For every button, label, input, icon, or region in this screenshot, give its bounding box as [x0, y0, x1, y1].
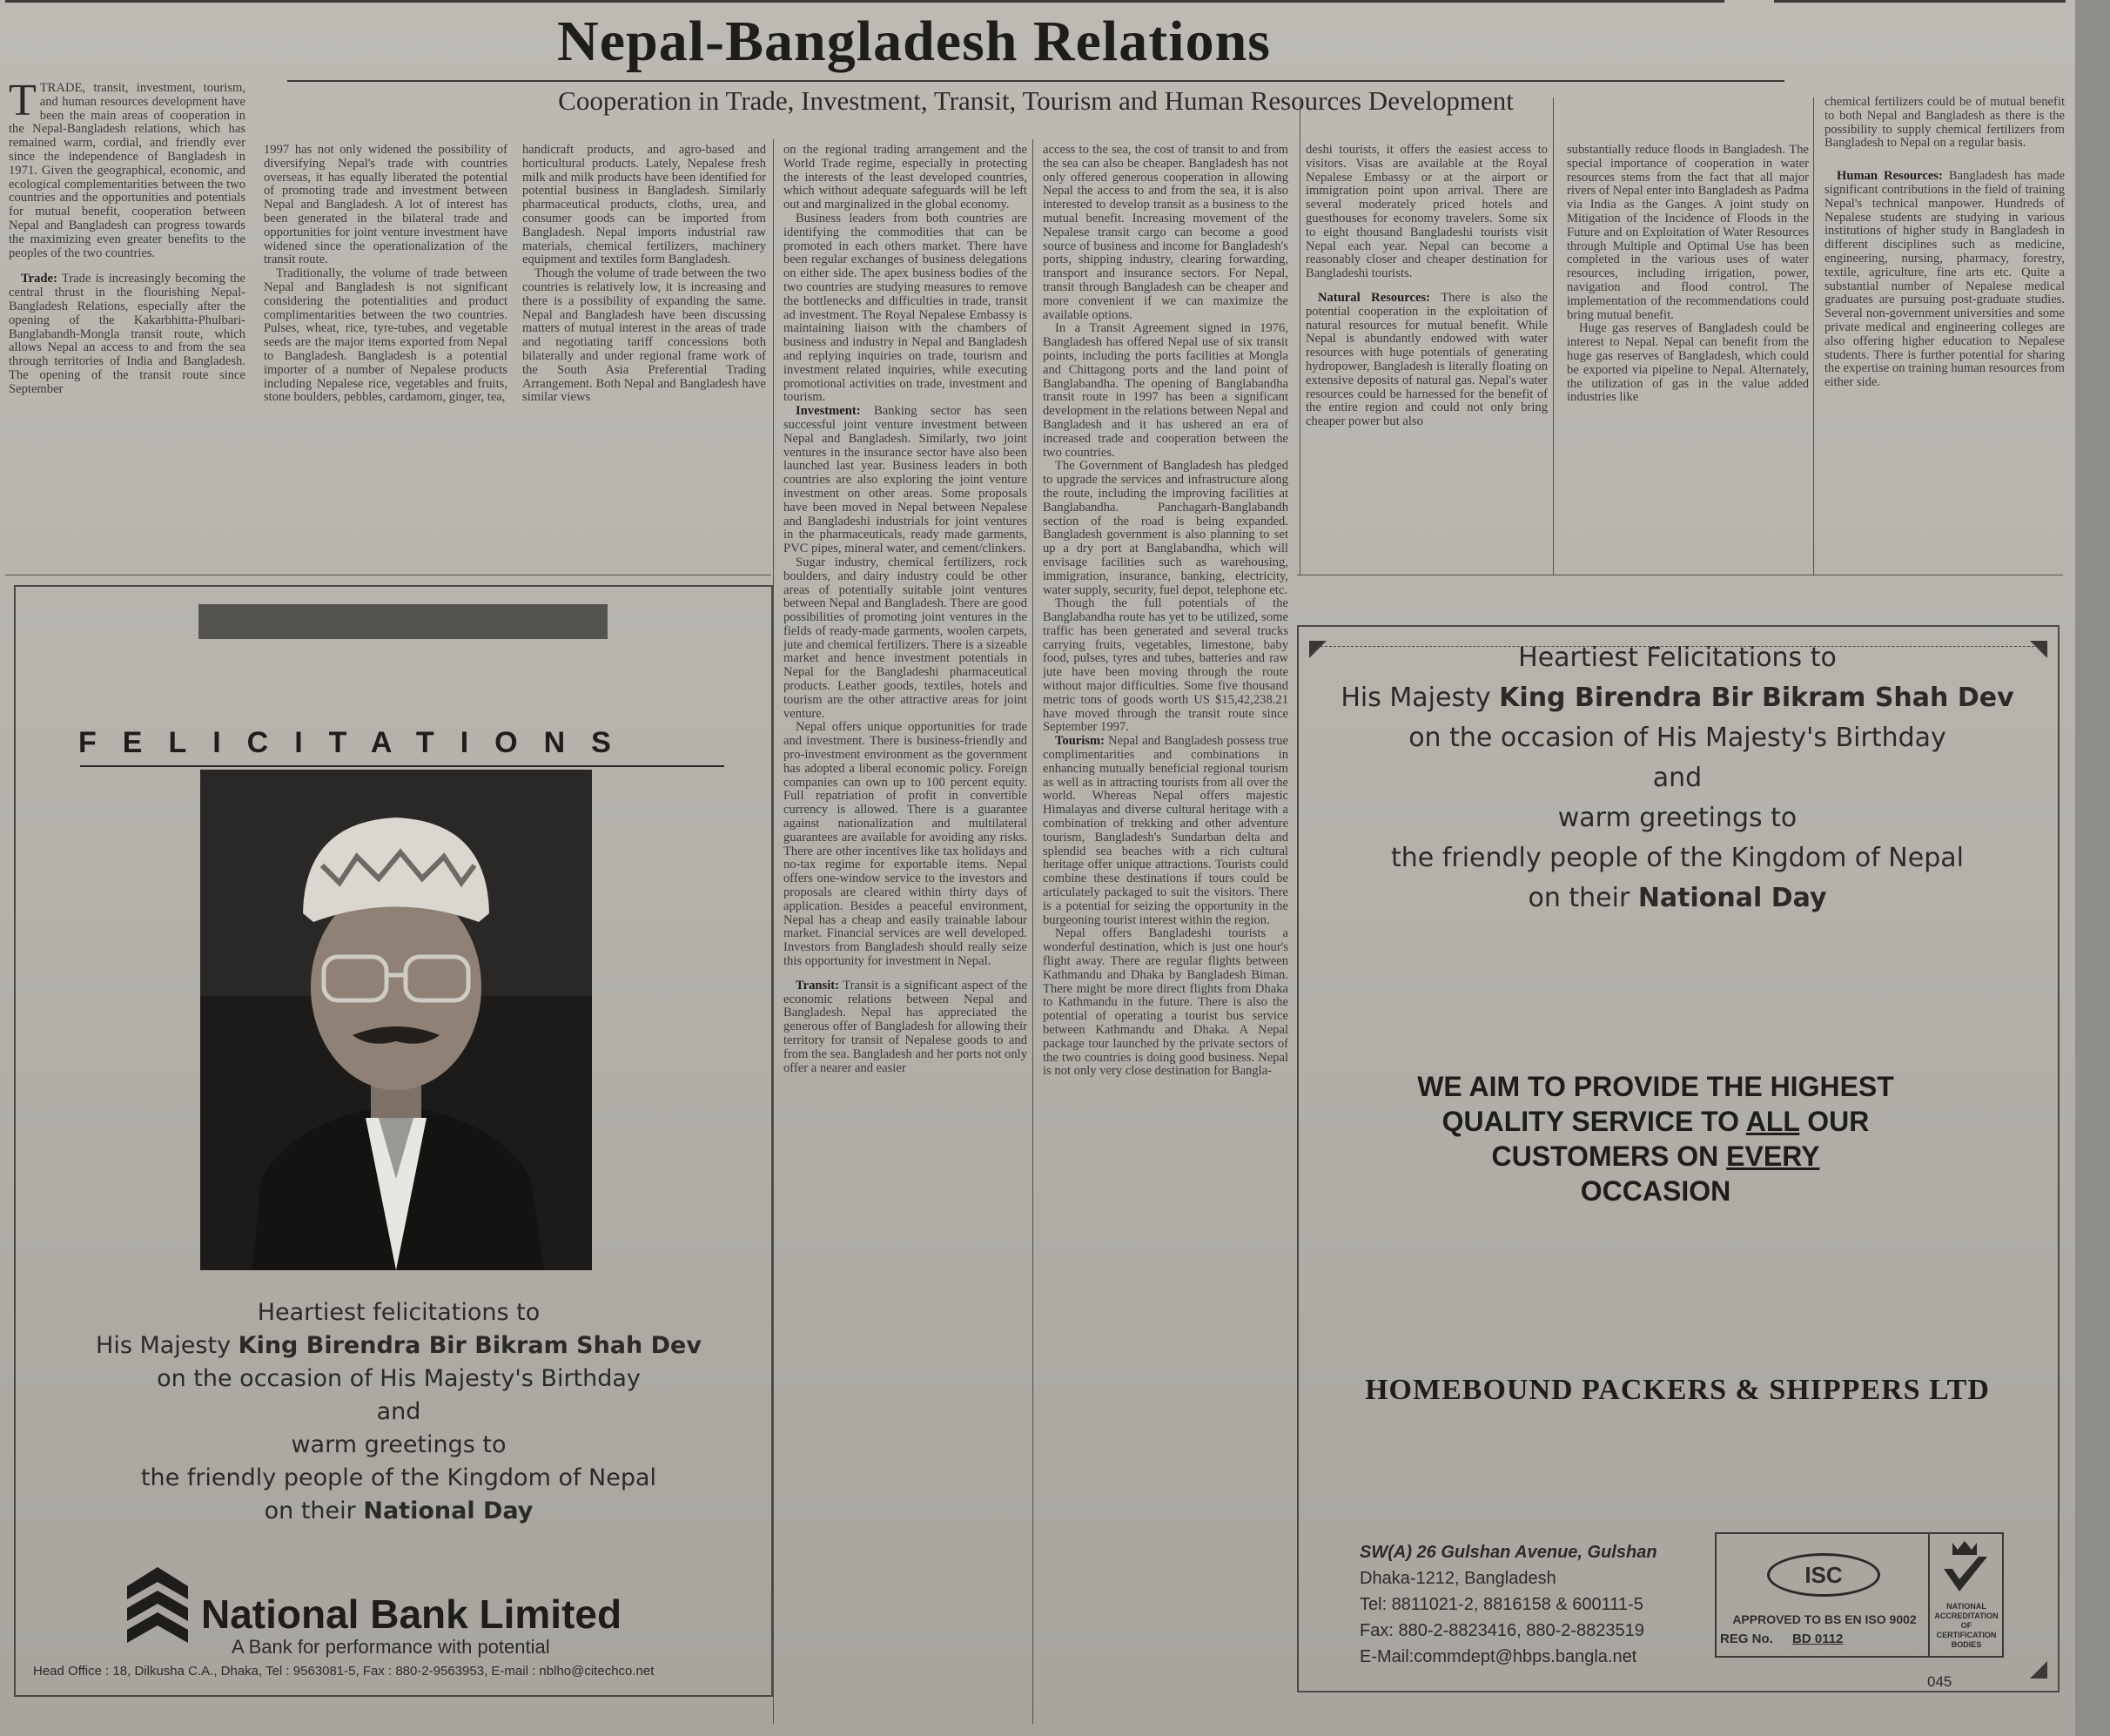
registration-number	[1720, 1632, 1929, 1646]
paragraph: Huge gas reserves of Bangladesh could be interest to Nepal. Nepal can benefit from the huge gas reserves of Bangladesh, which could be exported via pipeline to Nepal. Alternately, the utilization of gas in the value added industries like	[1567, 321, 1809, 405]
column-rule	[1553, 98, 1554, 575]
national-bank-advertisement	[14, 585, 773, 1697]
ad-line	[1316, 683, 2039, 713]
slogan-emphasis: ALL	[1745, 1106, 1800, 1137]
corner-mark-icon	[2028, 1659, 2049, 1680]
ad-line: and	[376, 1398, 421, 1425]
paragraph: Bangladesh has made significant contributions in the field of training Nepal's technical manpower. Hundreds of Nepalese students are studying in various institutions of higher study in Bangladesh in different disciplines such as medicine, engineering, nursing, pharmacy, forestry, textile, agriculture, fine arts etc. Quite a substantial number of Nepalese medical graduates are pursuing post-graduate studies. Several non-government universities and some private medical and engineering colleges are also offering higher education to Nepalese students. There is further potential for sharing the expertise on training human resources from either side.	[1824, 169, 2065, 390]
ad-line: warm greetings to	[291, 1431, 507, 1458]
bank-tagline: A Bank for performance with potential	[232, 1636, 550, 1658]
article-column-7	[1567, 144, 1809, 573]
ad-line: the friendly people of the Kingdom of Nepal	[1391, 843, 1964, 873]
ad-line	[1316, 883, 2039, 913]
ad-line: Heartiest Felicitations to	[1518, 643, 1837, 673]
paragraph: There is also the potential cooperation in the exploitation of natural resources for mutual benefit. While Nepal is abundantly endowed with water resources with huge potentials of generating hydropower, Bangladesh is literally floating on extensive deposits of natural gas. Nepal's water resources could be harnessed for the benefit of the entire region and could not only bring cheaper power but also	[1306, 290, 1548, 429]
ad-line-prefix: on their	[1528, 883, 1638, 913]
page-edge	[2075, 0, 2110, 1736]
reg-label: REG No.	[1720, 1632, 1773, 1646]
bank-name: National Bank Limited	[201, 1591, 622, 1637]
article-column-4	[783, 144, 1027, 1724]
iso-approval-text: APPROVED TO BS EN ISO 9002	[1732, 1612, 1917, 1626]
paragraph: Business leaders from both countries are identifying the commodities that can be promoted in each others market. There have been regular exchanges of business delegations on either side. The apex business bodies of the two countries are studying measures to remove the bottlenecks and difficulties in trade, transit ad investment. The Royal Nepalese Embassy is maintaining liaison with the chambers of business and industry in Nepal and Bangladesh and replying inquiries on trade, tourism and investment related inquiries, while executing promotional activities on trade, investment and tourism.	[783, 211, 1027, 405]
company-name: HOMEBOUND PACKERS & SHIPPERS LTD	[1365, 1374, 1990, 1406]
company-email: E-Mail:commdept@hbps.bangla.net	[1360, 1647, 1637, 1666]
king-name: King Birendra Bir Bikram Shah Dev	[238, 1332, 702, 1359]
paragraph: Nepal offers Bangladeshi tourists a wonderful destination, which is just one hour's flight away. There are regular flights between Kathmandu and Dhaka by Bangladesh Biman. There might be more direct flights from Dhaka to Kathmandu in the future. There is also the potential of operating a tourist bus service between Kathmandu and Dhaka. A Nepal package tour launched by the private sectors of the two countries is doing good business. Nepal is not only very close destination for Bangla-	[1043, 926, 1288, 1079]
bank-logo-icon	[118, 1560, 197, 1652]
ad-line: warm greetings to	[1557, 803, 1798, 833]
article-column-2	[264, 144, 507, 573]
article-column-5	[1043, 144, 1288, 1724]
article-column-8	[1824, 96, 2065, 573]
article-column-3	[522, 144, 766, 573]
paragraph: handicraft products, and agro-based and horticultural products. Lately, Nepalese fresh milk and milk products have been identified for potential business in Bangladesh. Similarly pharmaceutical products, cloths, urea, and consumer goods can be imported from Bangladesh. Nepal imports industrial raw materials, chemical fertilizers, machinery equipment and textiles form Bangladesh.	[522, 144, 766, 267]
top-rule-right	[1774, 0, 2066, 8]
paragraph: access to the sea, the cost of transit to and from the sea can also be cheaper. Bangladesh has not only offered generous cooperation in allowing Nepal the access to and from the sea, it is also interested to develop transit as a business to the mutual benefit. Increasing movement of the Nepalese transit cargo can become a good source of business and income for Bangladesh's ports, shipping industry, clearing forwarding, transport and insurance sectors. For Nepal, transit through Bangladesh can be cheaper and more convenient if we can maximize the available options.	[1043, 144, 1288, 322]
company-city: Dhaka-1212, Bangladesh	[1360, 1569, 1556, 1588]
portrait-illustration	[200, 770, 592, 1270]
ad-line	[68, 1497, 729, 1524]
ad-line-prefix: His Majesty	[96, 1332, 239, 1359]
ad-line	[68, 1332, 729, 1359]
drop-cap: T	[9, 82, 37, 125]
investment-heading: Investment:	[796, 404, 861, 419]
paragraph: Nepal offers unique opportunities for trade and investment. There is business-friendly and pro-investment environment as the government has adopted a liberal economic policy. Foreign companies can own up to 100 percent equity. Full repatriation of profit in convertible currency is allowed. There is a guarantee against nationalization and multilateral guarantees are available for avoiding any risks. There are other incentives like tax holidays and no-tax regime for exportable items. Nepal offers one-window service to the investors and proposals are cleared within thirty days of application. Besides a peaceful environment, Nepal has a cheap and easily trainable labour market. Financial services are well developed. Investors from Bangladesh should really seize this opportunity for investment in Nepal.	[783, 720, 1027, 969]
paragraph: substantially reduce floods in Bangladesh. The special importance of cooperation in water resources stems from the fact that all major rivers of Nepal enter into Bangladesh as Padma via India as the Ganges. A joint study on Mitigation of the Incidence of Floods in the Future and on Exploitation of Water Resources through Multiple and Optimal Use has been completed in the various uses of water resources, including irrigation, power, navigation and flood control. The implementation of the recommendations could bring mutual benefit.	[1567, 144, 1809, 322]
paragraph: deshi tourists, it offers the easiest access to visitors. Visas are available at the Royal Nepalese Embassy or at the airport or immigration point upon arrival. There are several moderately priced hotels and guesthouses for economy travelers. Some six to eight thousand Bangladeshi tourists visit Nepal each year. Nepal can become a reasonably closer and cheaper destination for Bangladeshi tourists.	[1306, 144, 1548, 281]
homebound-advertisement	[1297, 625, 2060, 1692]
ad-line: on the occasion of His Majesty's Birthday	[157, 1365, 641, 1392]
article-column-1	[9, 82, 245, 573]
company-fax: Fax: 880-2-8823416, 880-2-8823519	[1360, 1621, 1644, 1640]
top-rule	[5, 0, 1724, 8]
paragraph: on the regional trading arrangement and the World Trade regime, especially in protecting the interests of the least developed countries, which without adequate safeguards will be left out and marginalized in the global economy.	[783, 144, 1027, 212]
service-slogan	[1377, 1069, 1934, 1208]
trade-heading: Trade:	[21, 272, 57, 286]
ad-number: 045	[1927, 1673, 1952, 1690]
page-subtitle: Cooperation in Trade, Investment, Transit, Tourism and Human Resources Development	[558, 85, 1514, 116]
title-rule	[287, 80, 1784, 82]
slogan-part: OUR	[1799, 1106, 1870, 1137]
slogan-line: WE AIM TO PROVIDE THE HIGHEST	[1417, 1071, 1894, 1102]
reg-value: BD 0112	[1792, 1632, 1844, 1646]
paragraph: In a Transit Agreement signed in 1976, Bangladesh has offered Nepal use of six transit points, including the ports facilities at Mongla and Chittagong ports and the land point of Banglabandha. The opening of Banglabandha transit route in 1997 has been a significant development in the relations between Nepal and Bangladesh and it has ushered an era of increased trade and cooperation between the two countries.	[1043, 321, 1288, 460]
paragraph: Sugar industry, chemical fertilizers, rock boulders, and dairy industry could be other areas of potentially suitable joint ventures between Nepal and Bangladesh. There are good possibilities of promoting joint ventures in the fields of ready-made garments, woolen carpets, jute and chemical fertilizers. There is a sizeable market and hence investment potentials in Nepal for the Bangladeshi pharmaceutical products. Leather goods, textiles, hotels and tourism are the other attractive areas for joint venture.	[783, 555, 1027, 721]
slogan-line	[1377, 1104, 1934, 1139]
felicitations-heading: FELICITATIONS	[78, 726, 637, 759]
ad-line: and	[1652, 763, 1703, 793]
slogan-part: CUSTOMERS ON	[1491, 1141, 1727, 1172]
page-title: Nepal-Bangladesh Relations	[557, 10, 1271, 73]
slogan-line	[1377, 1139, 1934, 1174]
article-column-6	[1306, 144, 1548, 573]
column-rule	[773, 139, 774, 1724]
column-rule	[1813, 98, 1814, 575]
company-address: SW(A) 26 Gulshan Avenue, Gulshan	[1360, 1543, 1657, 1562]
intro-text: TRADE, transit, investment, tourism, and human resources development have been the main areas of cooperation in the Nepal-Bangladesh relations, which has remained warm, cordial, and friendly ever since the independence of Bangladesh in 1971. Given the geographical, economic, and ecological complementarities between the two countries and the opportunities and potentials for mutual benefit, cooperation between Nepal and Bangladesh can progress towards the maximizing even greater benefits to the peoples of the two countries.	[9, 82, 245, 260]
paragraph: Though the full potentials of the Banglabandha route has yet to be utilized, some traffic has been generated and several trucks carrying fruits, vegetables, limestone, baby food, pulses, tyres and tubes, batteries and raw jute have been moving through the route without major difficulties. Some five thousand metric tons of goods worth US $15,42,238.21 have moved through the transit route since September 1997.	[1043, 596, 1288, 735]
transit-heading: Transit:	[796, 978, 839, 992]
king-name: King Birendra Bir Bikram Shah Dev	[1499, 683, 2014, 713]
tourism-heading: Tourism:	[1055, 734, 1105, 749]
ad-line-prefix: on their	[264, 1497, 364, 1524]
paragraph: The Government of Bangladesh has pledged to upgrade the services and infrastructure along the route, including the improving facilities at Banglabandha. Panchagarh-Banglabandh section of the road is being expanded. Bangladesh government is also planning to set up a dry port at Banglabandha, which will envisage facilities such as warehousing, immigration, insurance, banking, electricity, water supply, security, fuel depot, telephone etc.	[1043, 459, 1288, 597]
slogan-emphasis: EVERY	[1726, 1141, 1820, 1172]
slogan-part: QUALITY SERVICE TO	[1441, 1106, 1746, 1137]
slogan-line: OCCASION	[1580, 1175, 1731, 1207]
paragraph: Nepal and Bangladesh possess true complimentarities and combinations in enhancing mutually beneficial regional tourism as well as in attracting tourists from all over the world. Whereas Nepal offers majestic Himalayas and diverse cultural heritage with a combination of trekking and other adventure tourism, Bangladesh's Sundarban delta and splendid sea beaches with a rich cultural heritage offer unique attractions. Tourists could combine these destinations if tours could be articulately packaged to suit the visitors. There is a potential for seizing the opportunity in the burgeoning tourist interest within the region.	[1043, 734, 1288, 927]
paragraph: Traditionally, the volume of trade between Nepal and Bangladesh is not significant considering the potentialities and product complimentarities between the two countries. Pulses, wheat, rice, tyre-tubes, and vegetable seeds are the major items exported from Nepal to Bangladesh. Bangladesh is a potential importer of a number of Nepalese products including Nepalese rice, vegetables and fruits, stone boulders, pebbles, cardamom, ginger, tea,	[264, 266, 507, 405]
crown-tick-icon	[1939, 1538, 1991, 1600]
ad-line: the friendly people of the Kingdom of Nepal	[140, 1464, 657, 1491]
bank-address: Head Office : 18, Dilkusha C.A., Dhaka, Tel : 9563081-5, Fax : 880-2-9563953, E-mail : nblho@citechco.net	[33, 1664, 655, 1679]
trade-text: Trade is increasingly becoming the central thrust in the flourishing Nepal-Bangladesh Relations, especially after the opening of the Kakarbhitta-Phulbari-Banglabandh-Mongla transit route, which allows Nepal an access to and from the sea through territories of India and Bangladesh. The opening of the transit route since September	[9, 272, 245, 396]
accreditation-text: NATIONAL ACCREDITATION OF CERTIFICATION BODIES	[1934, 1602, 1999, 1649]
human-resources-heading: Human Resources:	[1837, 169, 1943, 184]
ad-line: on the occasion of His Majesty's Birthday	[1408, 723, 1946, 753]
ad-line: Heartiest felicitations to	[257, 1299, 541, 1326]
ad-line-prefix: His Majesty	[1341, 683, 1500, 713]
iso-certification-box	[1715, 1532, 2004, 1658]
national-day: National Day	[363, 1497, 534, 1524]
paragraph: Banking sector has seen successful joint venture investment between Nepal and Bangladesh. Similarly, two joint ventures in the insurance sector have also been launched last year. Business leaders in both countries are also exploring the joint venture investment on other areas. Some proposals have been moved in Nepal between Nepalese and Bangladeshi industrials for joint ventures in the pharmaceuticals, ready made garments, PVC pipes, mineral water, and cement/clinkers.	[783, 404, 1027, 556]
company-phone: Tel: 8811021-2, 8816158 & 600111-5	[1360, 1595, 1643, 1614]
paragraph: Though the volume of trade between the two countries is relatively low, it is increasing and there is a possibility of expanding the same. Nepal and Bangladesh have been discussing matters of mutual interest in the areas of trade and negotiating tariff concessions both bilaterally and under regional frame work of the South Asia Preferential Trading Arrangement. Both Nepal and Bangladesh have similar views	[522, 266, 766, 405]
king-portrait-photo	[200, 770, 592, 1270]
paragraph: Transit is a significant aspect of the economic relations between Nepal and Bangladesh. Nepal has appreciated the generous offer of Bangladesh for allowing their territory for transit of Nepalese goods to and from the sea. Bangladesh and her ports not only offer a nearer and easier	[783, 978, 1027, 1075]
heading-underline	[80, 765, 724, 767]
ad-top-band	[198, 604, 608, 639]
isc-logo: ISC	[1767, 1553, 1880, 1597]
natural-resources-heading: Natural Resources:	[1318, 290, 1430, 305]
paragraph: 1997 has not only widened the possibility of diversifying Nepal's trade with countries overseas, it has equally liberated the potential of promoting trade and investment between Nepal and Bangladesh. A lot of interest has been generated in the bilateral trade and opportunities for joint venture investment have widened since the operationalization of the transit route.	[264, 144, 507, 267]
column-rule	[1032, 139, 1033, 1724]
national-day: National Day	[1637, 883, 1827, 913]
paragraph: chemical fertilizers could be of mutual benefit to both Nepal and Bangladesh as there is the possibility to supply chemical fertilizers from Bangladesh to Nepal on a regular basis.	[1824, 96, 2065, 151]
